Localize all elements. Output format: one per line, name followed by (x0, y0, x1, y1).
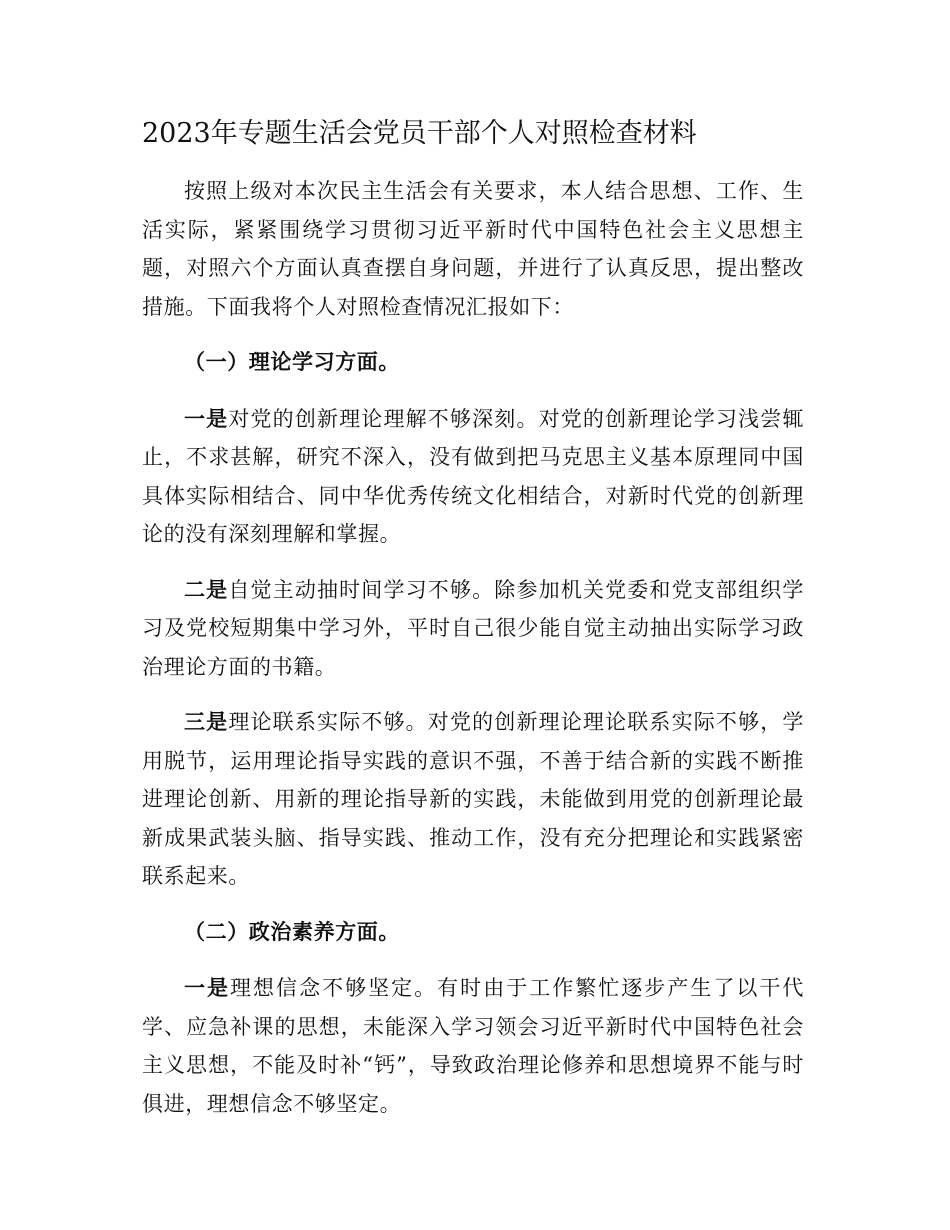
paragraph-text: 自觉主动抽时间学习不够。除参加机关党委和党支部组织学习及党校短期集中学习外，平时自己很少能自觉主动抽出实际学习政治理论方面的书籍。 (142, 577, 804, 679)
paragraph-lead: 一是 (184, 405, 229, 431)
paragraph-lead: 三是 (184, 709, 229, 734)
section-heading-political-literacy: （二）政治素养方面。 (184, 918, 400, 944)
section-heading-theory-study: （一）理论学习方面。 (184, 349, 400, 374)
document-title: 2023年专题生活会党员干部个人对照检查材料 (142, 118, 697, 149)
paragraph-political-item-1 (142, 969, 804, 1123)
document-body (142, 172, 804, 1140)
intro-paragraph: 按照上级对本次民主生活会有关要求，本人结合思想、工作、生活实际，紧紧围绕学习贯彻习近平新时代中国特色社会主义思想主题，对照六个方面认真查摆自身问题，并进行了认真反思，提出整改措施。下面我将个人对照检查情况汇报如下： (142, 179, 804, 319)
paragraph-theory-item-3 (142, 703, 804, 896)
paragraph-lead: 一是 (184, 975, 231, 1000)
paragraph-lead: 二是 (184, 576, 229, 602)
paragraph-text: 理想信念不够坚定。有时由于工作繁忙逐步产生了以干代学、应急补课的思想，未能深入学习领会习近平新时代中国特色社会主义思想，不能及时补“钙”，导致政治理论修养和思想境界不能与时俱进，理想信念不够坚定。 (142, 976, 804, 1116)
paragraph-text: 对党的创新理论理解不够深刻。对党的创新理论学习浅尝辄止，不求甚解，研究不深入，没有做到把马克思主义基本原理同中国具体实际相结合、同中华优秀传统文化相结合，对新时代党的创新理论的没有深刻理解和掌握。 (142, 406, 804, 546)
paragraph-text: 理论联系实际不够。对党的创新理论理论联系实际不够，学用脱节，运用理论指导实践的意识不强，不善于结合新的实践不断推进理论创新、用新的理论指导新的实践，未能做到用党的创新理论最新成果武装头脑、指导实践、推动工作，没有充分把理论和实践紧密联系起来。 (142, 710, 804, 888)
paragraph-theory-item-2 (142, 571, 804, 687)
paragraph-theory-item-1 (142, 400, 804, 554)
